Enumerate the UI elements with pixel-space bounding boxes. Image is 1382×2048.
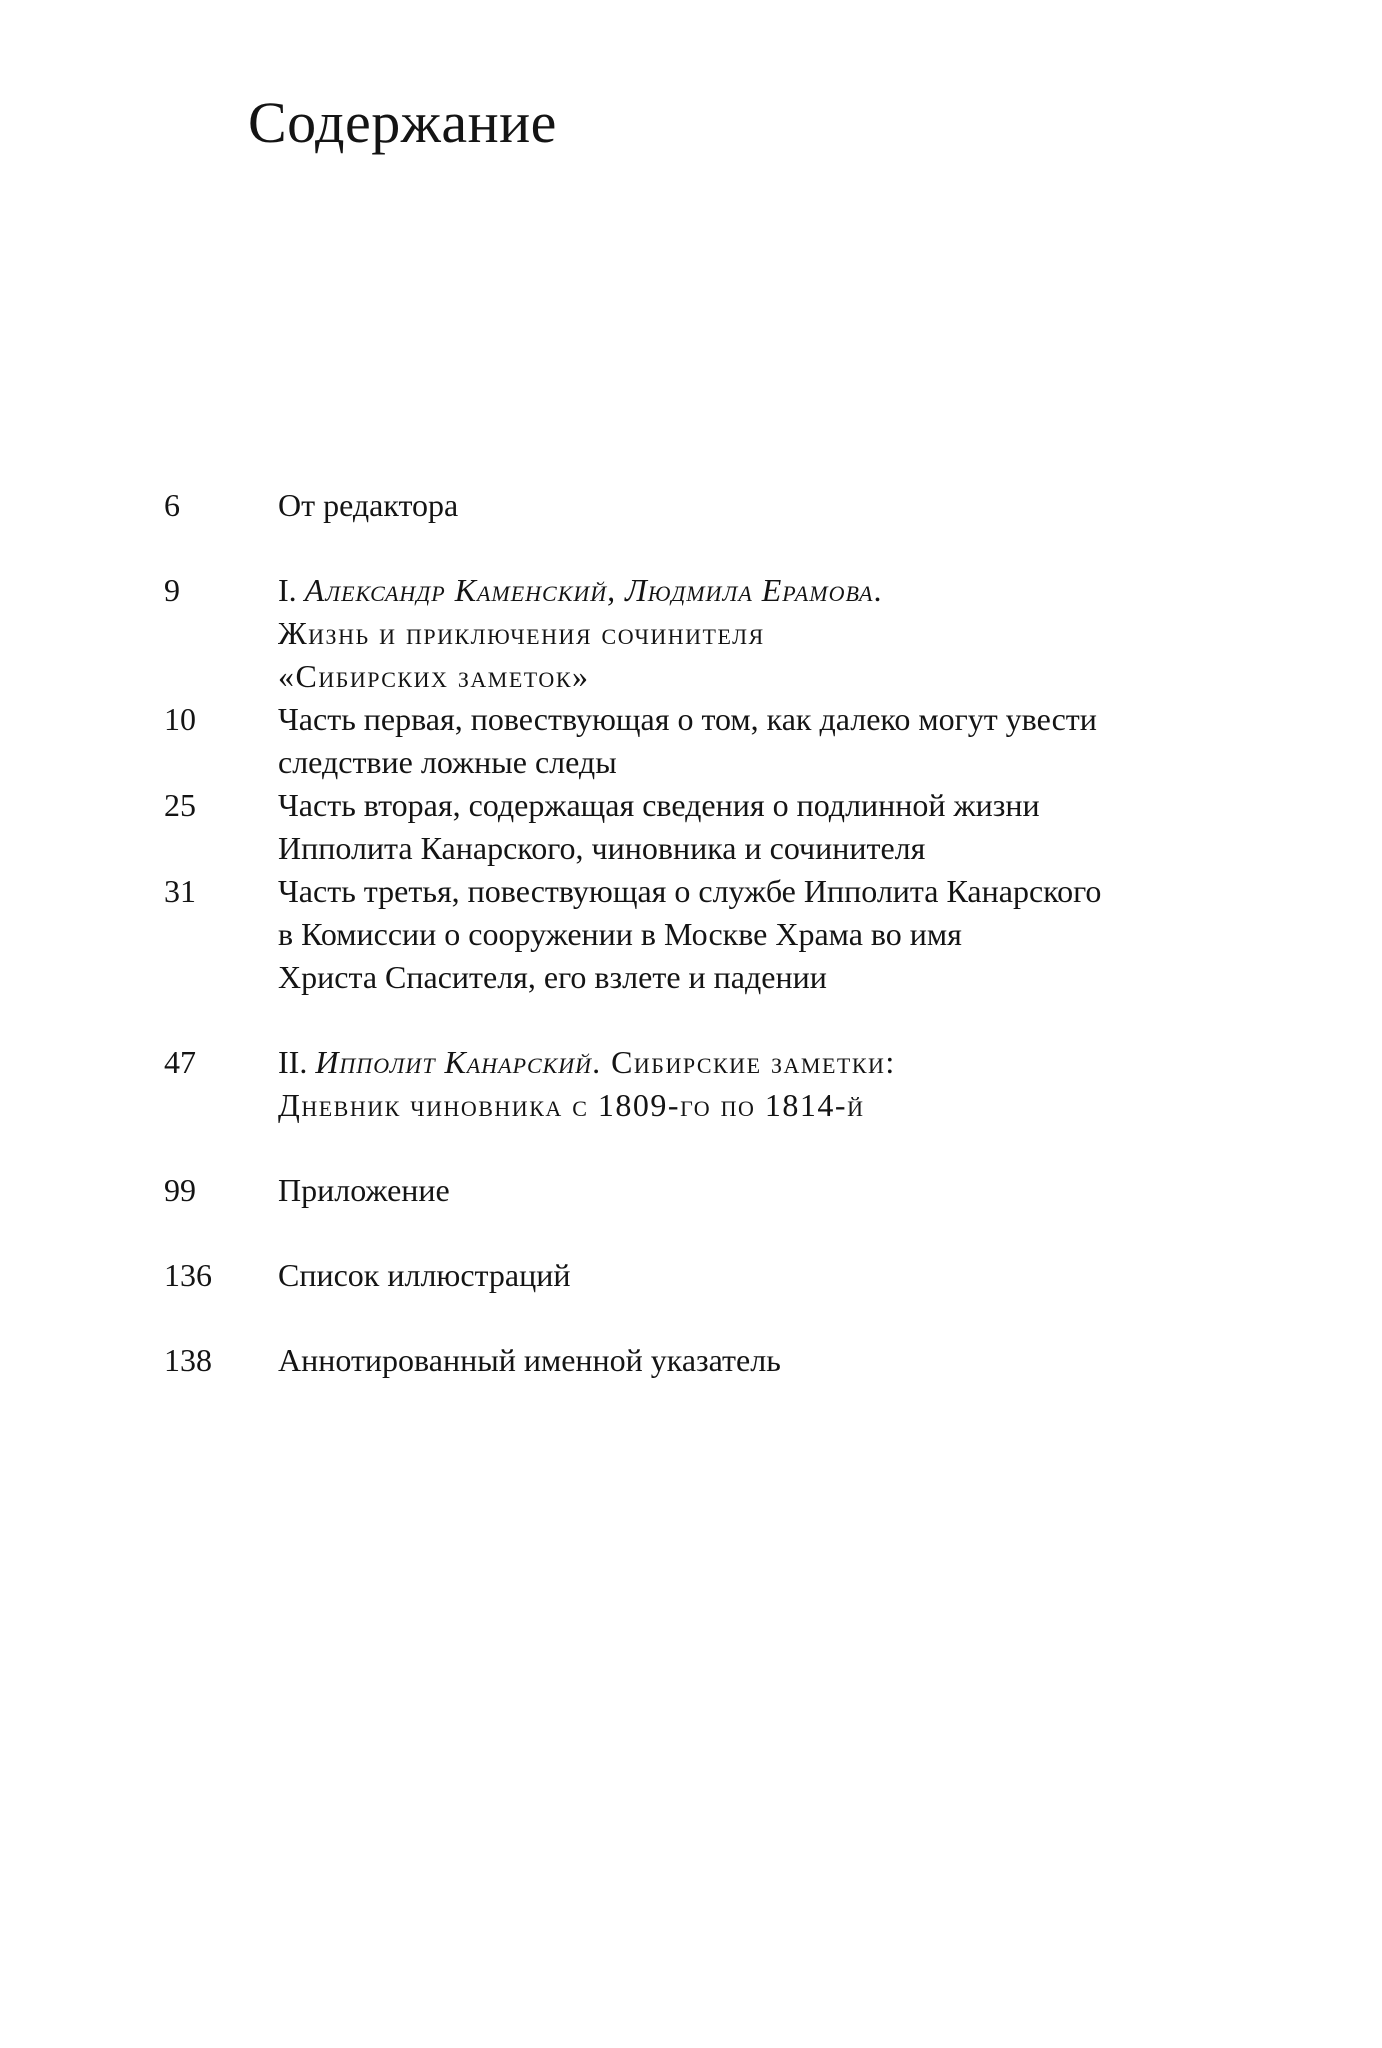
toc-entry-label: Ипполита Канарского, чиновника и сочинителя xyxy=(278,830,926,866)
part-title-line: Дневник чиновника с 1809-го по 1814-й xyxy=(278,1087,865,1123)
part-authors: Александр Каменский, Людмила Ерамова xyxy=(304,572,874,608)
toc-page-number: 138 xyxy=(164,1342,212,1378)
part-title-line: Жизнь и приключения сочинителя xyxy=(278,615,765,651)
toc-entry-index[interactable] xyxy=(164,1339,1284,1382)
toc-entry-label: От редактора xyxy=(278,487,459,523)
toc-entry-label: Часть вторая, содержащая сведения о подлинной жизни xyxy=(278,787,1040,823)
toc-page-number: 99 xyxy=(164,1172,196,1208)
part-authors-end: . xyxy=(873,572,882,608)
toc-page-number: 10 xyxy=(164,701,196,737)
toc-page-number: 9 xyxy=(164,572,180,608)
toc-entry-editor[interactable] xyxy=(164,484,1284,527)
toc-entry-label: Христа Спасителя, его взлете и падении xyxy=(278,959,827,995)
toc-entry-label: Часть первая, повествующая о том, как далеко могут увести xyxy=(278,701,1097,737)
toc-entry-label: Аннотированный именной указатель xyxy=(278,1342,781,1378)
toc-entry-part-1[interactable] xyxy=(164,569,1284,698)
toc-entry-label: Список иллюстраций xyxy=(278,1257,571,1293)
toc-entry-appendix[interactable] xyxy=(164,1169,1284,1212)
toc-entry-label: следствие ложные следы xyxy=(278,744,617,780)
toc-entry-illustrations[interactable] xyxy=(164,1254,1284,1297)
toc-part-2-heading xyxy=(278,1041,1284,1084)
toc-entry-label: Часть третья, повествующая о службе Ипполита Канарского xyxy=(278,873,1102,909)
page-title: Содержание xyxy=(248,90,557,155)
toc-page-number: 136 xyxy=(164,1257,212,1293)
toc-entry-part-2[interactable] xyxy=(164,1041,1284,1127)
toc-page-number: 6 xyxy=(164,487,180,523)
toc-page-number: 47 xyxy=(164,1044,196,1080)
toc-entry-label: Приложение xyxy=(278,1172,450,1208)
toc-page-number: 25 xyxy=(164,787,196,823)
part-title-line: . Сибирские заметки: xyxy=(592,1044,896,1080)
part-numeral: II. xyxy=(278,1044,316,1080)
toc-part-1-heading xyxy=(278,569,1284,612)
toc-entry-label: в Комиссии о сооружении в Москве Храма во имя xyxy=(278,916,962,952)
part-numeral: I. xyxy=(278,572,305,608)
toc-page-number: 31 xyxy=(164,873,196,909)
part-title-line: «Сибирских заметок» xyxy=(278,658,590,694)
table-of-contents xyxy=(164,484,1284,1382)
part-author: Ипполит Канарский xyxy=(315,1044,593,1080)
toc-entry-chapter-2[interactable] xyxy=(164,784,1284,870)
toc-entry-chapter-1[interactable] xyxy=(164,698,1284,784)
toc-entry-chapter-3[interactable] xyxy=(164,870,1284,999)
